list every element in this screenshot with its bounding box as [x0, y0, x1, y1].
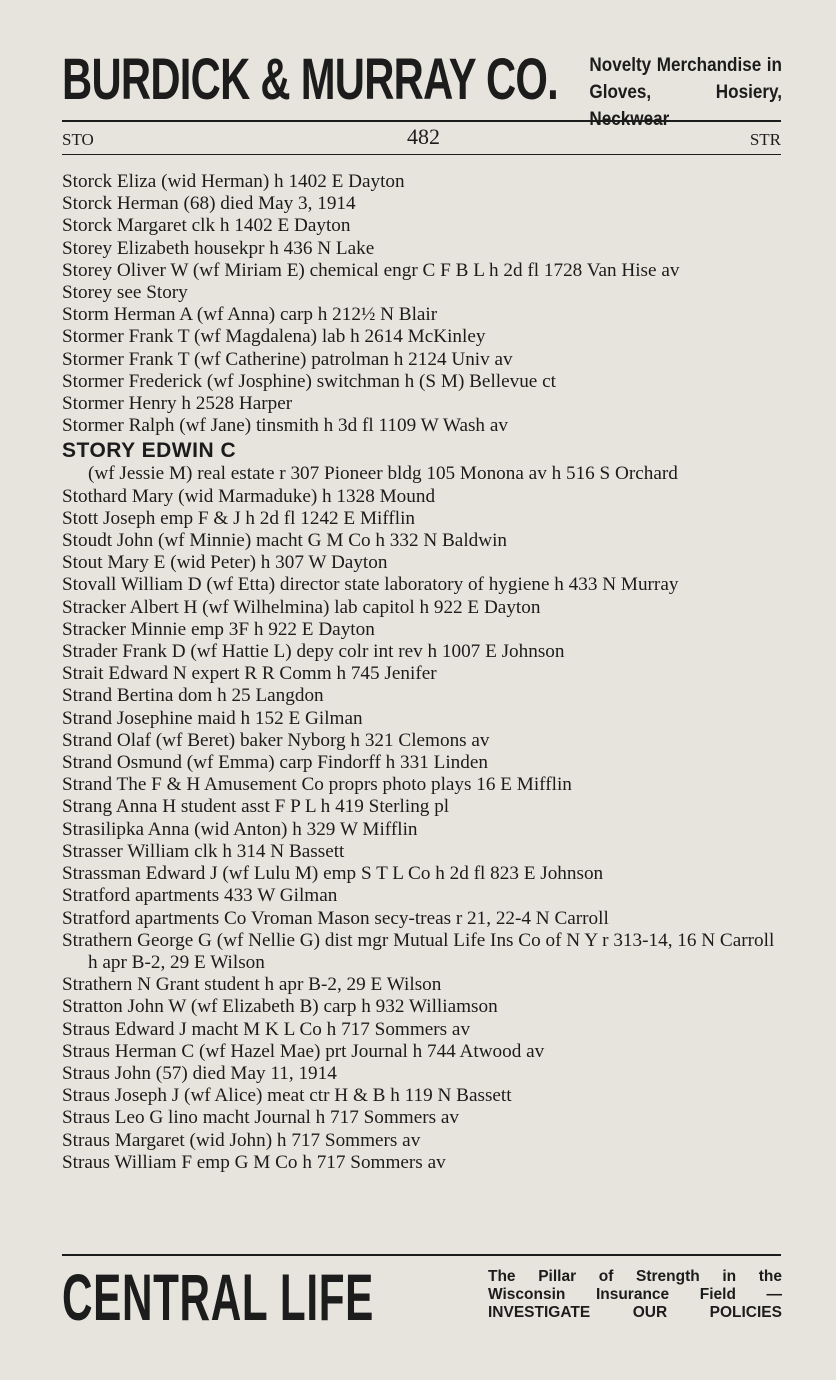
- directory-entry: Storm Herman A (wf Anna) carp h 212½ N Blair: [62, 304, 438, 326]
- directory-entry: Strang Anna H student asst F P L h 419 Sterling pl: [62, 796, 450, 818]
- directory-entry: Straus William F emp G M Co h 717 Sommers av: [62, 1151, 446, 1173]
- directory-entry: Strasilipka Anna (wid Anton) h 329 W Mifflin: [62, 818, 418, 840]
- directory-entry: Strait Edward N expert R R Comm h 745 Jenifer: [62, 663, 437, 685]
- advertiser-name: CENTRAL LIFE: [62, 1260, 374, 1334]
- page-number: 482: [407, 124, 440, 149]
- directory-entry: Storey see Story: [62, 282, 188, 304]
- directory-entry: Storey Elizabeth housekpr h 436 N Lake: [62, 237, 375, 259]
- directory-entry: Stormer Frederick (wf Josphine) switchman h (S M) Bellevue ct: [62, 370, 556, 392]
- directory-entry: Strand Bertina dom h 25 Langdon: [62, 685, 324, 707]
- directory-entry: Straus Joseph J (wf Alice) meat ctr H & B h 119 N Bassett: [62, 1085, 512, 1107]
- bottom-advertisement: [62, 1262, 782, 1332]
- directory-entry: Strand The F & H Amusement Co proprs photo plays 16 E Mifflin: [62, 774, 572, 796]
- tagline-line: The Pillar of Strength in the: [488, 1268, 782, 1285]
- directory-entry: Storey Oliver W (wf Miriam E) chemical engr C F B L h 2d fl 1728 Van Hise av: [62, 259, 680, 281]
- directory-entry: Strand Osmund (wf Emma) carp Findorff h 331 Linden: [62, 752, 488, 774]
- advertiser-name: BURDICK & MURRAY CO.: [62, 47, 559, 112]
- directory-entry: Strathern George G (wf Nellie G) dist mgr Mutual Life Ins Co of N Y r 313-14, 16 N Carroll h apr B-2, 29 E Wilson: [62, 929, 775, 973]
- advertiser-tagline: [488, 1268, 782, 1322]
- tagline-line: Gloves, Hosiery, Neckwear: [589, 82, 782, 130]
- directory-entry: Strathern N Grant student h apr B-2, 29 E Wilson: [62, 974, 442, 996]
- running-head: [62, 124, 781, 154]
- directory-entry: Stoudt John (wf Minnie) macht G M Co h 332 N Baldwin: [62, 530, 508, 552]
- directory-entry: Stratford apartments Co Vroman Mason secy-treas r 21, 22-4 N Carroll: [62, 907, 609, 929]
- header-underline: [62, 154, 781, 155]
- directory-entry: Stovall William D (wf Etta) director state laboratory of hygiene h 433 N Murray: [62, 574, 679, 596]
- featured-entry-body: (wf Jessie M) real estate r 307 Pioneer bldg 105 Monona av h 516 S Orchard: [88, 463, 678, 485]
- header-rule: [62, 120, 781, 122]
- directory-entry: Straus Edward J macht M K L Co h 717 Sommers av: [62, 1018, 471, 1040]
- tagline-line: Novelty Merchandise in: [589, 55, 782, 76]
- directory-entry: Straus John (57) died May 11, 1914: [62, 1062, 337, 1084]
- directory-entry: Stothard Mary (wid Marmaduke) h 1328 Mound: [62, 485, 436, 507]
- directory-entry: Stott Joseph emp F & J h 2d fl 1242 E Mifflin: [62, 507, 416, 529]
- directory-entry: Stormer Henry h 2528 Harper: [62, 393, 293, 415]
- top-advertisement: [62, 47, 782, 130]
- directory-entry: Stracker Albert H (wf Wilhelmina) lab capitol h 922 E Dayton: [62, 596, 541, 618]
- featured-entry-heading: STORY EDWIN C: [62, 439, 237, 463]
- directory-entry: Stracker Minnie emp 3F h 922 E Dayton: [62, 618, 375, 640]
- directory-entry: Straus Leo G lino macht Journal h 717 Sommers av: [62, 1107, 460, 1129]
- directory-entry: Storck Margaret clk h 1402 E Dayton: [62, 215, 351, 237]
- tagline-line: Wisconsin Insurance Field —: [488, 1286, 782, 1303]
- directory-entry: Stratton John W (wf Elizabeth B) carp h 932 Williamson: [62, 996, 498, 1018]
- tagline-line: INVESTIGATE OUR POLICIES: [488, 1304, 782, 1321]
- footer-rule: [62, 1254, 781, 1256]
- directory-entry: Strassman Edward J (wf Lulu M) emp S T L Co h 2d fl 823 E Johnson: [62, 863, 604, 885]
- directory-entry: Strasser William clk h 314 N Bassett: [62, 840, 345, 862]
- directory-entry: Strand Josephine maid h 152 E Gilman: [62, 707, 363, 729]
- directory-entry: Stormer Frank T (wf Catherine) patrolman h 2124 Univ av: [62, 348, 513, 370]
- directory-entry: Stormer Frank T (wf Magdalena) lab h 2614 McKinley: [62, 326, 486, 348]
- directory-entry: Stratford apartments 433 W Gilman: [62, 885, 338, 907]
- directory-entry: Storck Herman (68) died May 3, 1914: [62, 193, 356, 215]
- directory-entry: Straus Margaret (wid John) h 717 Sommers av: [62, 1129, 421, 1151]
- directory-entry: Storck Eliza (wid Herman) h 1402 E Dayton: [62, 171, 405, 192]
- guide-word-left: STO: [62, 130, 94, 149]
- directory-entry: Strand Olaf (wf Beret) baker Nyborg h 321 Clemons av: [62, 729, 490, 751]
- directory-entry: Straus Herman C (wf Hazel Mae) prt Journal h 744 Atwood av: [62, 1040, 545, 1062]
- guide-word-right: STR: [749, 130, 781, 149]
- directory-entry: Stout Mary E (wid Peter) h 307 W Dayton: [62, 552, 388, 574]
- directory-listing: [62, 171, 781, 1174]
- directory-entry: Stormer Ralph (wf Jane) tinsmith h 3d fl 1109 W Wash av: [62, 415, 508, 437]
- directory-entry: Strader Frank D (wf Hattie L) depy colr int rev h 1007 E Johnson: [62, 641, 565, 663]
